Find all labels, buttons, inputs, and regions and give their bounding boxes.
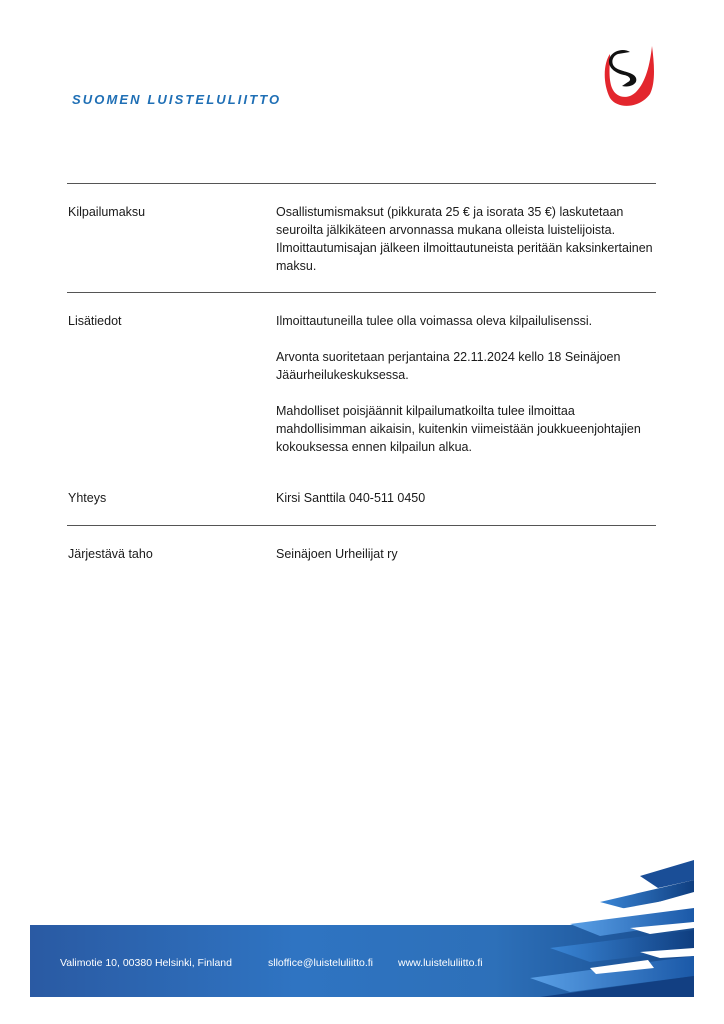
section-label-additional-info: Lisätiedot [68,314,122,328]
divider-line [67,292,656,293]
organizer-paragraph: Seinäjoen Urheilijat ry [276,547,398,561]
contact-paragraph: Kirsi Santtila 040-511 0450 [276,491,426,505]
footer-website-link[interactable]: www.luisteluliitto.fi [398,957,483,969]
skating-federation-logo-icon [600,42,656,110]
divider-line [67,525,656,526]
footer-address: Valimotie 10, 00380 Helsinki, Finland [60,957,232,969]
section-text-contact [276,489,661,507]
section-text-fee [276,203,661,275]
section-label-organizer: Järjestävä taho [68,547,153,561]
organization-name: SUOMEN LUISTELULIITTO [72,92,282,107]
footer-stripes-graphic [530,858,694,997]
divider-line [67,183,656,184]
draw-paragraph: Arvonta suoritetaan perjantaina 22.11.2024 kello 18 Seinäjoen Jääurheilukeskuksessa. [276,350,621,382]
section-label-contact: Yhteys [68,491,107,505]
section-label-fee: Kilpailumaksu [68,205,146,219]
section-text-organizer [276,545,661,563]
section-text-additional-info [276,312,661,456]
fee-paragraph: Osallistumismaksut (pikkurata 25 € ja isorata 35 €) laskutetaan seuroilta jälkikäteen arvonnassa mukana olleista luistelijoista. Ilmoittautumisajan jälkeen ilmoittautuneista peritään kaksinkertainen maksu. [276,205,653,273]
license-paragraph: Ilmoittautuneilla tulee olla voimassa oleva kilpailulisenssi. [276,314,593,328]
withdrawal-paragraph: Mahdolliset poisjäännit kilpailumatkoilta tulee ilmoittaa mahdollisimman aikaisin, kuitenkin viimeistään joukkueenjohtajien kokouksessa ennen kilpailun alkua. [276,404,641,454]
footer-email-link[interactable]: slloffice@luisteluliitto.fi [268,957,374,969]
